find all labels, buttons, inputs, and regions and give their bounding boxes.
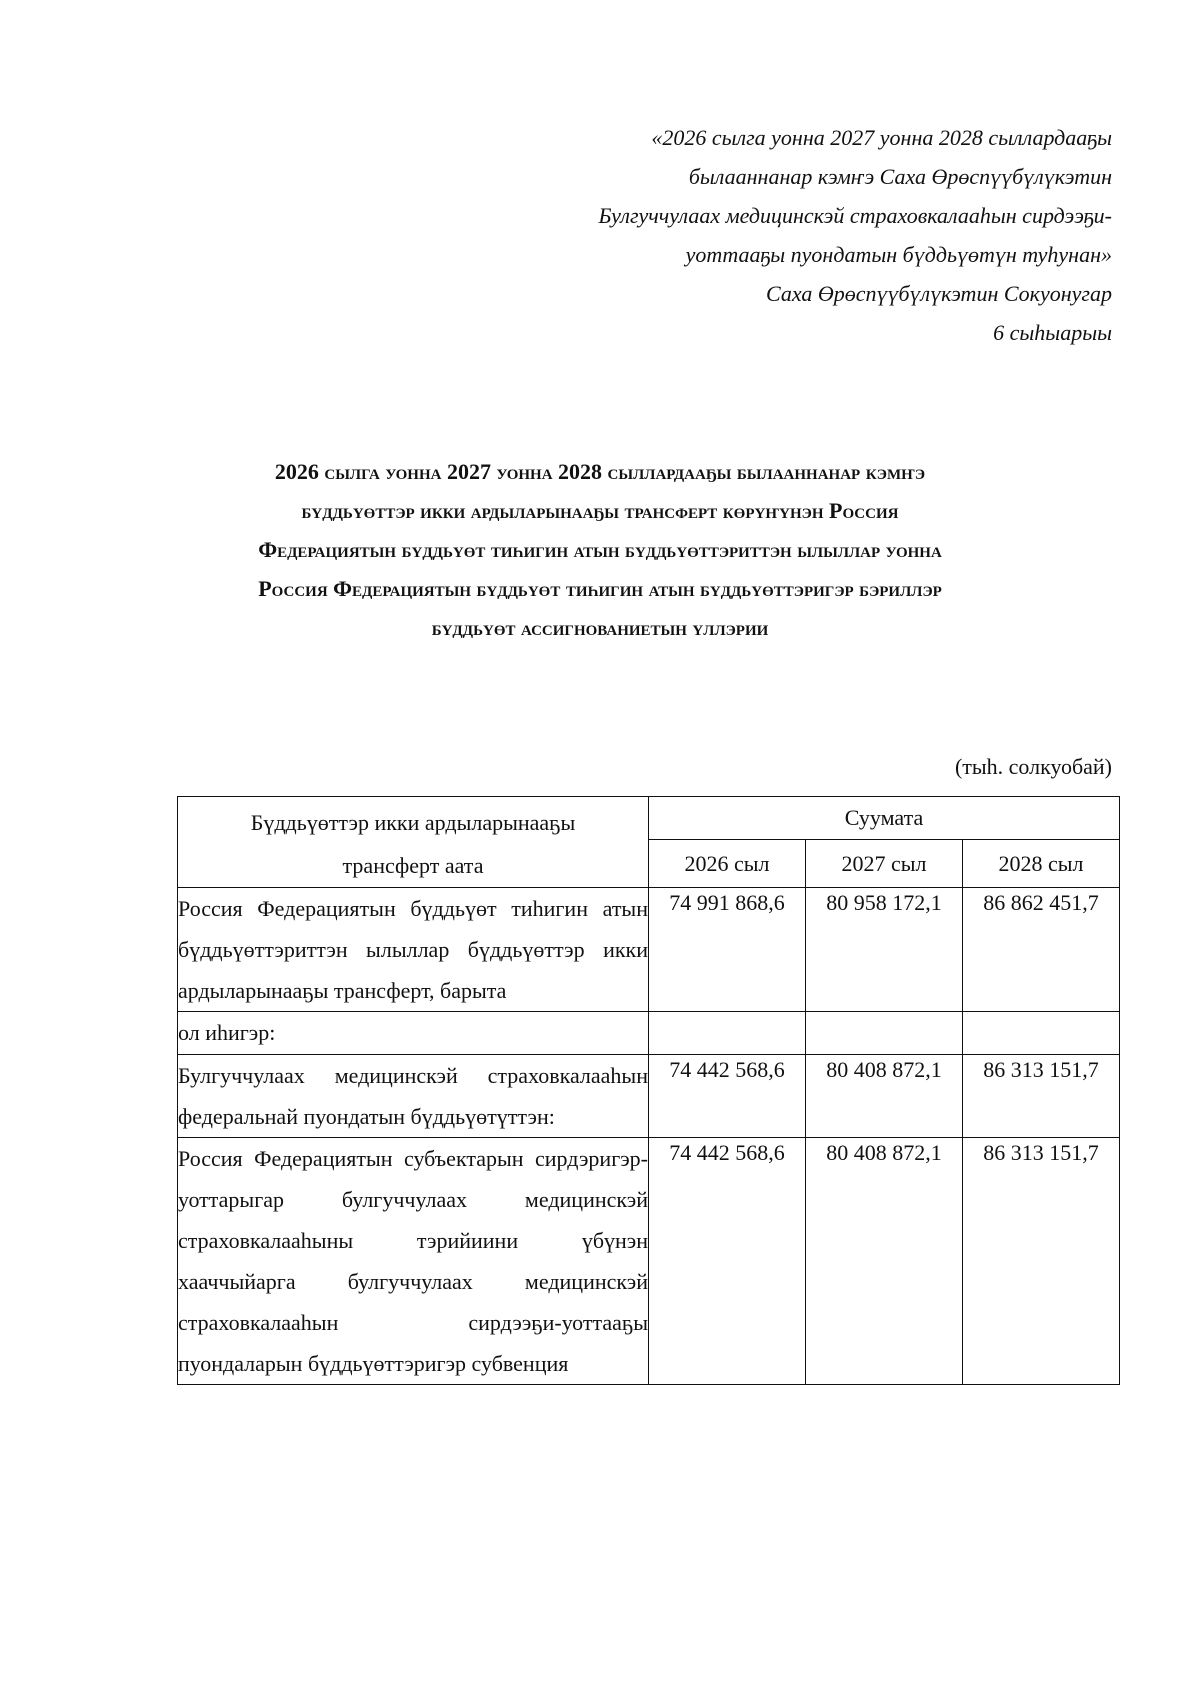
row-name: Булгуччулаах медицинскэй страховкалааһын федеральнай пуондатын бүддьүөтүттэн: [178, 1055, 649, 1138]
table-row [178, 888, 1120, 1012]
row-value: 86 313 151,7 [963, 1055, 1120, 1138]
title-line: бүддьүөт ассигнованиетын үллэрии [431, 615, 769, 640]
column-header-year: 2028 сыл [963, 840, 1120, 888]
table-row [178, 1012, 1120, 1055]
row-value [649, 1012, 806, 1055]
title-line: бүддьүөттэр икки ардыларынааҕы трансферт көрүҥүнэн Россия [301, 498, 899, 523]
annex-line: уоттааҕы пуондатын бүддьүөтүн туһунан» [685, 242, 1112, 267]
row-name: ол иһигэр: [178, 1012, 649, 1055]
title-line: Россия Федерациятын бүддьүөт тиһигин атын бүддьүөттэригэр бэриллэр [258, 576, 942, 601]
column-header-name [178, 797, 649, 888]
row-value: 74 991 868,6 [649, 888, 806, 1012]
annex-line: Саха Өрөспүүбүлүкэтин Сокуонугар [766, 281, 1112, 306]
column-header-sum: Суумата [649, 797, 1120, 840]
annex-line: Булгуччулаах медицинскэй страховкалааһын сирдээҕи- [598, 203, 1112, 228]
annex-line: 6 сыһыарыы [993, 320, 1112, 345]
row-value: 80 408 872,1 [806, 1138, 963, 1385]
column-header-year: 2027 сыл [806, 840, 963, 888]
units-label: (тыһ. солкуобай) [954, 754, 1112, 779]
header-row [178, 797, 1120, 840]
table-row [178, 1138, 1120, 1385]
annex-line: былааннанар кэмҥэ Саха Өрөспүүбүлүкэтин [688, 164, 1112, 189]
annex-line: «2026 сылга уонна 2027 уонна 2028 сыллардааҕы [651, 125, 1112, 150]
budget-table [177, 796, 1120, 1385]
row-value: 86 862 451,7 [963, 888, 1120, 1012]
row-value [806, 1012, 963, 1055]
column-header-line: Бүддьүөттэр икки ардыларынааҕы [250, 810, 576, 835]
row-value: 74 442 568,6 [649, 1138, 806, 1385]
row-value: 86 313 151,7 [963, 1138, 1120, 1385]
annex-note [472, 118, 1112, 352]
column-header-line: трансферт аата [342, 853, 484, 878]
table-row [178, 1055, 1120, 1138]
row-name: Россия Федерациятын субъектарын сирдэригэр-уоттарыгар булгуччулаах медицинскэй страховкалааһыны тэрийиини үбүнэн хааччыйарга булгуччулаах медицинскэй страховкалааһын сирдээҕи-уоттааҕы пуондаларын бүддьүөттэригэр субвенция [178, 1138, 649, 1385]
column-header-year: 2026 сыл [649, 840, 806, 888]
row-name: Россия Федерациятын бүддьүөт тиһигин атын бүддьүөттэриттэн ылыллар бүддьүөттэр икки ардыларынааҕы трансферт, барыта [178, 888, 649, 1012]
title-line: Федерациятын бүддьүөт тиһигин атын бүддьүөттэриттэн ылыллар уонна [258, 537, 942, 562]
title-line: 2026 сылга уонна 2027 уонна 2028 сыллардааҕы былааннанар кэмҥэ [274, 459, 926, 484]
row-value: 80 958 172,1 [806, 888, 963, 1012]
row-value: 74 442 568,6 [649, 1055, 806, 1138]
row-value [963, 1012, 1120, 1055]
row-value: 80 408 872,1 [806, 1055, 963, 1138]
document-title [150, 452, 1050, 647]
